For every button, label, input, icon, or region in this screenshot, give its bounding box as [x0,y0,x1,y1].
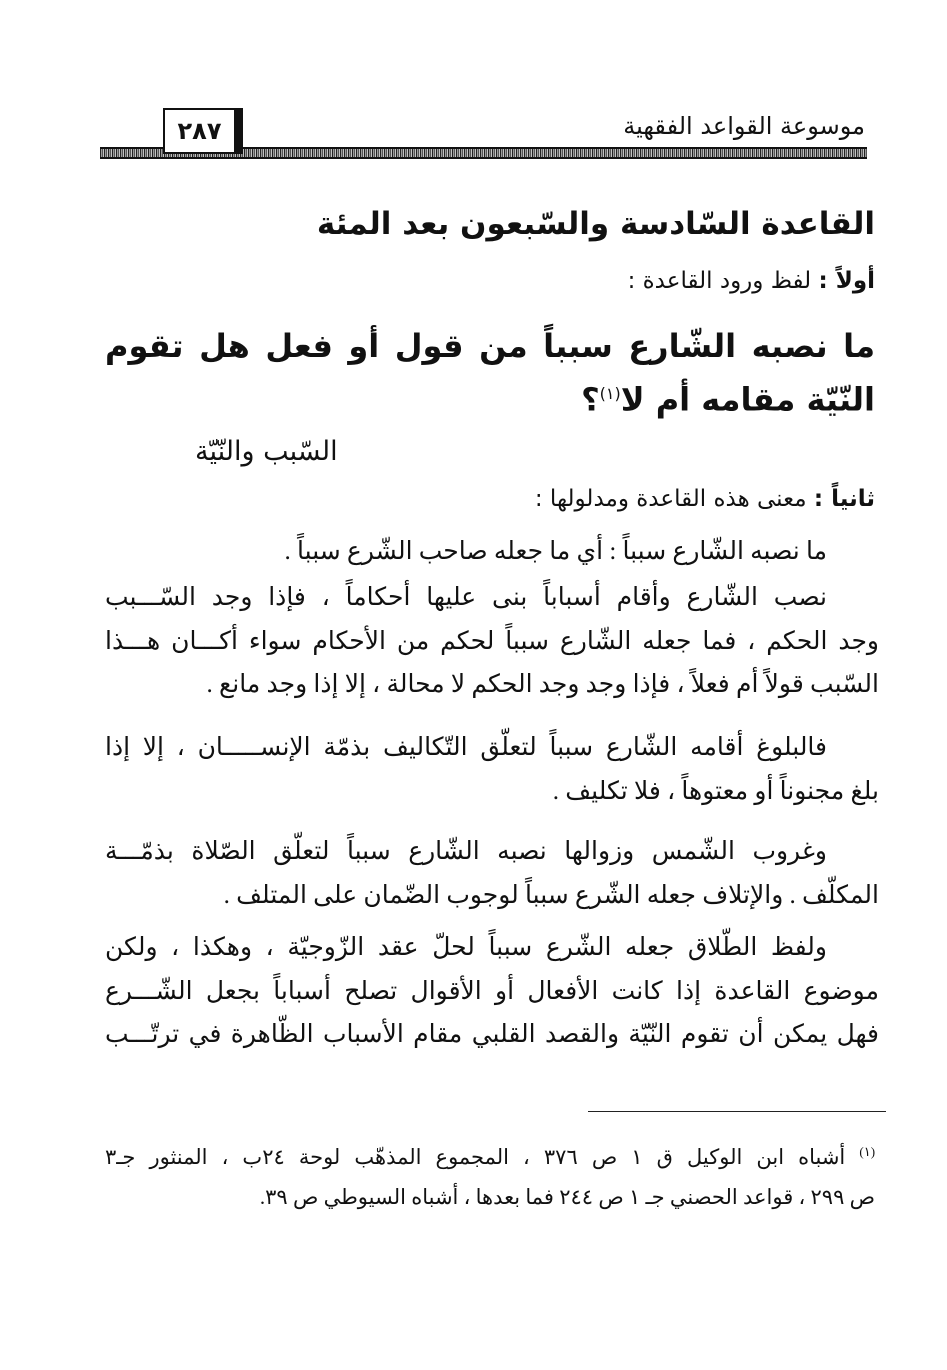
paragraph-line: وغروب الشّمس وزوالها نصبه الشّارع سبباً لتعلّق الصّلاة بذمّـــة [105,838,827,865]
rule-statement-end: ؟ [581,380,600,419]
footnote-text-2: ص ٢٩٩ ، قواعد الحصني جـ ١ ص ٢٤٤ فما بعدها ، أشباه السيوطي ص ٣٩. [259,1185,875,1209]
footnote-separator [588,1111,886,1112]
paragraph-line: ولفظ الطّلاق جعله الشّرع سبباً لحلّ عقد الزّوجيّة ، وهكذا ، ولكن [105,934,827,961]
section-one-text: لفظ ورود القاعدة : [627,268,812,294]
section-two-heading [535,486,875,512]
rule-statement-line-2 [105,370,875,424]
footnote-text-1: أشباه ابن الوكيل ق ١ ص ٣٧٦ ، المجموع المذهّب لوحة ٢٤ب ، المنثور جـ٣ [105,1145,846,1169]
page-number: ٢٨٧ [177,117,222,145]
rule-heading: القاعدة السّادسة والسّبعون بعد المئة [316,206,875,242]
paragraph-3 [105,726,879,813]
paragraph-1 [105,530,879,574]
section-one-label: أولاً : [818,268,875,294]
paragraph-4 [105,830,879,917]
paragraph-line: موضوع القاعدة إذا كانت الأفعال أو الأقوال تصلح أسباباً بجعل الشّـــرع [105,977,879,1005]
page-number-box [163,108,243,154]
paragraph-line: فالبلوغ أقامه الشّارع سبباً لتعلّق التّكاليف بذمّة الإنســـــان ، إلا إذا [105,734,827,761]
section-two-text: معنى هذه القاعدة ومدلولها : [534,486,807,512]
footnote [105,1132,875,1217]
paragraph-line: فهل يمكن أن تقوم النّيّة والقصد القلبي مقام الأسباب الظّاهرة في ترتّـــب [105,1021,879,1048]
rule-statement-line-2-text: النّيّة مقامه أم لا [620,380,875,419]
footnote-reference[interactable]: (١) [599,384,621,403]
running-header-title: موسوعة القواعد الفقهية [623,112,865,140]
footnote-marker: (١) [859,1144,876,1159]
paragraph-2 [105,576,879,707]
paragraph-line: المكلّف . والإتلاف جعله الشّرع سبباً لوجوب الضّمان على المتلف . [223,881,879,909]
section-one-heading [628,268,875,294]
paragraph-line: وجد الحكم ، فما جعله الشّارع سبباً لحكم من الأحكام سواء أكـــان هـــذا [105,627,879,655]
paragraph-5 [105,926,879,1057]
paragraph-line: نصب الشّارع وأقام أسباباً بنى عليها أحكاماً ، فإذا وجد السّـــبب [105,584,827,611]
rule-statement [105,322,875,424]
paragraph-line: السّبب قولاً أم فعلاً ، فإذا وجد وجد الحكم لا محالة ، إلا إذا وجد مانع . [206,671,879,698]
paragraph-line: بلغ مجنوناً أو معتوهاً ، فلا تكليف . [552,777,879,805]
section-two-label: ثانياً : [813,486,875,512]
footnote-line-1 [105,1132,875,1177]
rule-statement-line-1: ما نصبه الشّارع سبباً من قول أو فعل هل تقوم [105,327,875,365]
paragraph-line: ما نصبه الشّارع سبباً : أي ما جعله صاحب الشّرع سبباً . [284,538,827,565]
subtitle: السّبب والنّيّة [195,436,338,467]
